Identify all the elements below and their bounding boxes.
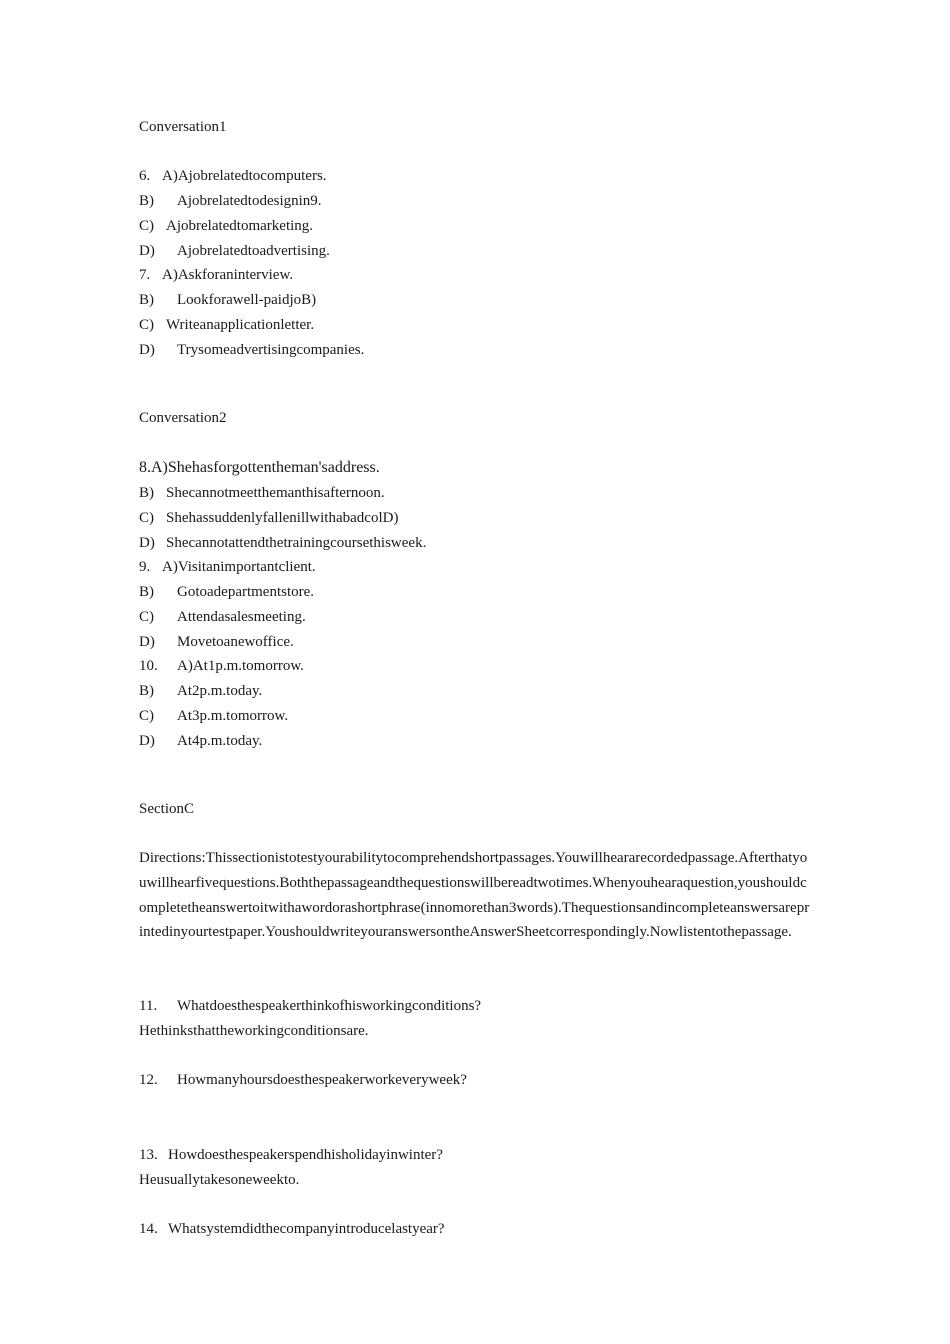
option-d-text: Movetoanewoffice. — [177, 634, 294, 650]
question-13-text: Howdoesthespeakerspendhisholidayinwinter? — [168, 1147, 443, 1163]
question-6-number: 6. — [139, 168, 151, 184]
question-7-number: 7. — [139, 267, 151, 283]
option-b-text: Ajobrelatedtodesignin9. — [177, 193, 322, 209]
question-9-option-b — [139, 582, 314, 602]
conversation1-heading: Conversation1 — [139, 119, 227, 135]
question-10-option-c — [139, 706, 288, 726]
option-b-text: At2p.m.today. — [177, 683, 263, 699]
question-9-option-a — [139, 557, 316, 577]
option-c-label: C) — [139, 510, 154, 526]
question-14-number: 14. — [139, 1221, 158, 1237]
option-c-label: C) — [139, 317, 154, 333]
question-8-option-a: 8.A)Shehasforgottentheman'saddress. — [139, 459, 380, 476]
question-8-option-c — [139, 508, 398, 528]
option-b-label: B) — [139, 193, 154, 209]
option-d-text: Trysomeadvertisingcompanies. — [177, 342, 365, 358]
question-12-number: 12. — [139, 1072, 158, 1088]
question-9-option-d — [139, 632, 294, 652]
section-c-directions: Directions:Thissectionistotestyourabilitytocomprehendshortpassages.Youwillheararecordedpassage.Afterthatyouwillhearfivequestions.Boththepassageandthequestionswillbereadtwotimes.Whenyouhearaquestion,youshouldcompletetheanswertoitwithawordorashortphrase(innomorethan3words).Thequestionsandincompleteanswersareprintedinyourtestpaper.YoushouldwriteyouranswersontheAnswerSheetcorrespondingly.Nowlistentothepassage. — [139, 850, 810, 941]
option-c-text: Ajobrelatedtomarketing. — [166, 218, 314, 234]
question-6-option-a — [139, 166, 327, 186]
question-11 — [139, 996, 481, 1016]
question-7-option-b — [139, 290, 316, 310]
option-d-label: D) — [139, 733, 155, 749]
question-7-option-c — [139, 315, 314, 335]
question-9-number: 9. — [139, 559, 151, 575]
question-10-option-d — [139, 731, 262, 751]
question-8-option-d — [139, 533, 426, 553]
option-d-text: Shecannotattendthetrainingcoursethisweek. — [166, 535, 427, 551]
question-13-number: 13. — [139, 1147, 158, 1163]
option-c-text: At3p.m.tomorrow. — [177, 708, 289, 724]
question-13 — [139, 1145, 443, 1165]
option-d-label: D) — [139, 243, 155, 259]
option-d-label: D) — [139, 634, 155, 650]
option-b-text: Shecannotmeetthemanthisafternoon. — [166, 485, 385, 501]
question-14 — [139, 1219, 445, 1239]
question-10-number: 10. — [139, 658, 158, 674]
option-c-label: C) — [139, 708, 154, 724]
question-11-text: Whatdoesthespeakerthinkofhisworkingconditions? — [177, 998, 482, 1014]
question-11-number: 11. — [139, 998, 158, 1014]
option-b-label: B) — [139, 683, 154, 699]
question-6-option-a-text: A)Ajobrelatedtocomputers. — [162, 168, 327, 184]
section-c-heading: SectionC — [139, 801, 194, 817]
question-10-option-b — [139, 681, 262, 701]
question-12 — [139, 1070, 467, 1090]
question-8-option-b — [139, 483, 385, 503]
option-b-text: Gotoadepartmentstore. — [177, 584, 315, 600]
option-c-label: C) — [139, 218, 154, 234]
conversation2-heading: Conversation2 — [139, 410, 227, 426]
option-d-text: At4p.m.today. — [177, 733, 263, 749]
option-b-label: B) — [139, 485, 154, 501]
question-9-option-a-text: A)Visitanimportantclient. — [162, 559, 316, 575]
question-13-answer-stem: Heusuallytakesoneweekto. — [139, 1172, 300, 1188]
question-6-option-b — [139, 191, 322, 211]
option-b-text: Lookforawell-paidjoB) — [177, 292, 317, 308]
option-b-label: B) — [139, 584, 154, 600]
option-b-label: B) — [139, 292, 154, 308]
option-c-label: C) — [139, 609, 154, 625]
option-d-text: Ajobrelatedtoadvertising. — [177, 243, 330, 259]
question-9-option-c — [139, 607, 306, 627]
question-10-option-a-text: A)At1p.m.tomorrow. — [177, 658, 304, 674]
question-10-option-a — [139, 656, 304, 676]
option-c-text: Attendasalesmeeting. — [177, 609, 306, 625]
option-d-label: D) — [139, 342, 155, 358]
question-7-option-d — [139, 340, 364, 360]
question-6-option-d — [139, 241, 330, 261]
question-14-text: Whatsystemdidthecompanyintroducelastyear? — [168, 1221, 445, 1237]
question-11-answer-stem: Hethinksthattheworkingconditionsare. — [139, 1023, 369, 1039]
question-7-option-a-text: A)Askforaninterview. — [162, 267, 294, 283]
option-c-text: Writeanapplicationletter. — [166, 317, 315, 333]
question-7-option-a — [139, 265, 293, 285]
option-c-text: ShehassuddenlyfallenillwithabadcolD) — [166, 510, 399, 526]
question-6-option-c — [139, 216, 313, 236]
option-d-label: D) — [139, 535, 155, 551]
question-12-text: Howmanyhoursdoesthespeakerworkeveryweek? — [177, 1072, 467, 1088]
